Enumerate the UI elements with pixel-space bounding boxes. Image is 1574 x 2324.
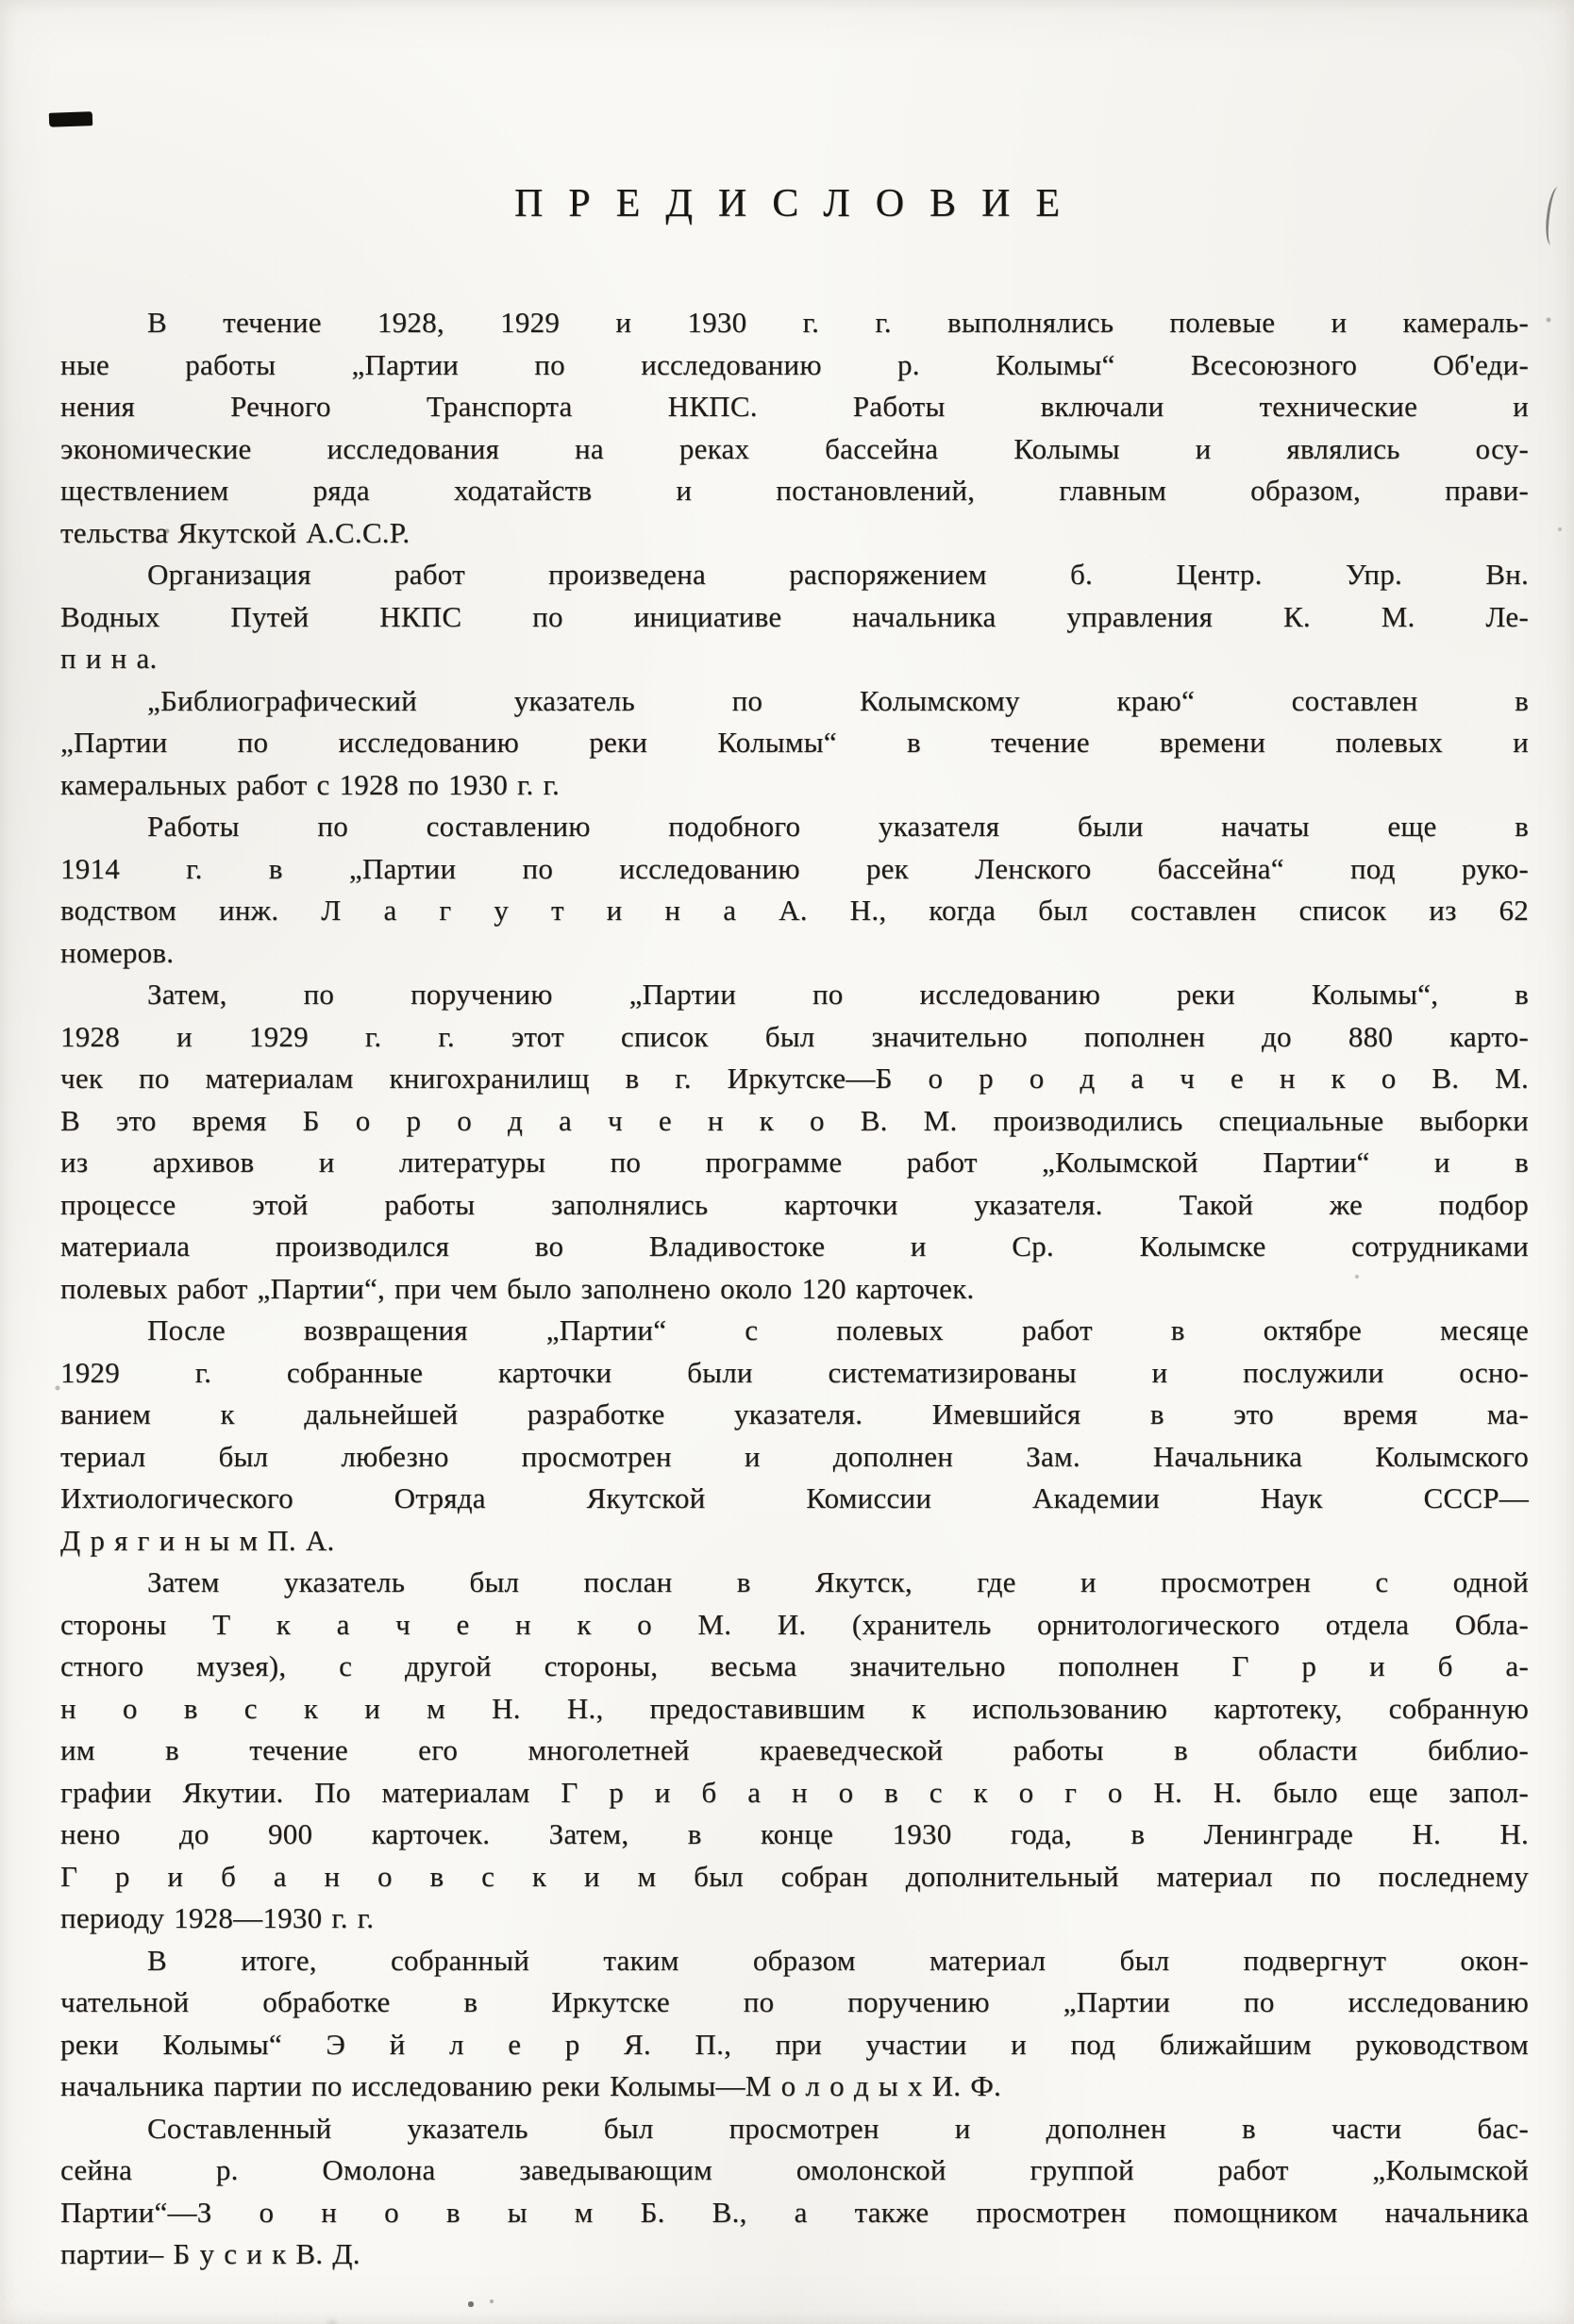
text-line: „Партии по исследованию реки Колымы“ в течение времени полевых и xyxy=(60,726,1529,759)
text-line: партии– Б у с и к В. Д. xyxy=(60,2237,360,2270)
text-line: Затем, по поручению „Партии по исследованию реки Колымы“, в xyxy=(147,978,1529,1011)
text-line: Ихтиологического Отряда Якутской Комиссии Академии Наук СССР— xyxy=(60,1481,1529,1514)
paragraph xyxy=(60,2108,1529,2276)
text-line: Организация работ произведена распоряжением б. Центр. Упр. Вн. xyxy=(147,558,1529,591)
text-line: чательной обработке в Иркутске по поручению „Партии по исследованию xyxy=(60,1985,1529,2018)
text-line: чек по материалам книгохранилищ в г. Иркутске—Б о р о д а ч е н к о В. М. xyxy=(60,1062,1529,1095)
text-line: из архивов и литературы по программе работ „Колымской Партии“ и в xyxy=(60,1145,1529,1179)
text-line: ществлением ряда ходатайств и постановлений, главным образом, прави- xyxy=(60,474,1529,507)
text-line: стного музея), с другой стороны, весьма значительно пополнен Г р и б а- xyxy=(60,1649,1529,1682)
text-line: 1928 и 1929 г. г. этот список был значительно пополнен до 880 карто- xyxy=(60,1019,1529,1053)
text-line: реки Колымы“ Э й л е р Я. П., при участии и под ближайшим руководством xyxy=(60,2027,1529,2061)
text-line: материала производился во Владивостоке и Ср. Колымске сотрудниками xyxy=(60,1229,1529,1262)
text-line: камеральных работ с 1928 по 1930 г. г. xyxy=(60,767,560,801)
text-line: „Библиографический указатель по Колымскому краю“ составлен в xyxy=(147,683,1529,717)
text-line: Работы по составлению подобного указателя были начаты еще в xyxy=(147,810,1529,843)
text-line: начальника партии по исследованию реки Колымы—М о л о д ы х И. Ф. xyxy=(60,2069,1002,2102)
preface-body xyxy=(60,302,1529,2276)
text-line: Водных Путей НКПС по инициативе начальника управления К. М. Ле- xyxy=(60,599,1529,633)
text-line: п и н а. xyxy=(60,642,158,675)
text-line: Г р и б а н о в с к и м был собран дополнительный материал по последнему xyxy=(60,1859,1529,1893)
text-line: номеров. xyxy=(60,935,175,969)
paragraph xyxy=(60,806,1529,974)
text-line: тельства Якутской А.С.С.Р. xyxy=(60,515,410,549)
text-line: сейна р. Омолона заведывающим омолонской группой работ „Колымской xyxy=(60,2153,1529,2186)
text-line: нено до 900 карточек. Затем, в конце 1930 года, в Ленинграде Н. Н. xyxy=(60,1817,1529,1850)
text-line: В это время Б о р о д а ч е н к о В. М. производились специальные выборки xyxy=(60,1103,1529,1137)
text-line: В итоге, собранный таким образом материал был подвергнут окон- xyxy=(147,1943,1529,1977)
paragraph xyxy=(60,680,1529,807)
text-line: В течение 1928, 1929 и 1930 г. г. выполнялись полевые и камераль- xyxy=(147,306,1529,339)
text-line: 1929 г. собранные карточки были систематизированы и послужили осно- xyxy=(60,1355,1529,1389)
text-line: экономические исследования на реках бассейна Колымы и являлись осу- xyxy=(60,431,1529,465)
paragraph xyxy=(60,1562,1529,1940)
text-line: териал был любезно просмотрен и дополнен Зам. Начальника Колымского xyxy=(60,1439,1529,1473)
text-line: Д р я г и н ы м П. А. xyxy=(60,1523,335,1557)
text-line: графии Якутии. По материалам Г р и б а н о в с к о г о Н. Н. было еще запол- xyxy=(60,1775,1529,1809)
text-line: ванием к дальнейшей разработке указателя. Имевшийся в это время ма- xyxy=(60,1397,1529,1430)
page-title: ПРЕДИСЛОВИЕ xyxy=(513,182,1086,226)
ink-speckles xyxy=(0,0,2,2)
paragraph xyxy=(60,1310,1529,1562)
text-line: Партии“—З о н о в ы м Б. В., а также просмотрен помощником начальника xyxy=(60,2195,1529,2229)
text-line: 1914 г. в „Партии по исследованию рек Ленского бассейна“ под руко- xyxy=(60,851,1529,885)
text-line: ные работы „Партии по исследованию р. Колымы“ Всесоюзного Об'еди- xyxy=(60,347,1529,381)
text-line: нения Речного Транспорта НКПС. Работы включали технические и xyxy=(60,390,1529,423)
text-line: процессе этой работы заполнялись карточки указателя. Такой же подбор xyxy=(60,1187,1529,1221)
text-line: полевых работ „Партии“, при чем было заполнено около 120 карточек. xyxy=(60,1271,975,1305)
text-line: Составленный указатель был просмотрен и дополнен в части бас- xyxy=(147,2111,1529,2145)
paragraph xyxy=(60,1940,1529,2108)
text-line: После возвращения „Партии“ с полевых работ в октябре месяце xyxy=(147,1313,1529,1346)
text-line: периоду 1928—1930 г. г. xyxy=(60,1901,375,1934)
text-line: н о в с к и м Н. Н., предоставившим к использованию картотеку, собранную xyxy=(60,1691,1529,1725)
text-line: стороны Т к а ч е н к о М. И. (хранитель орнитологического отдела Обла- xyxy=(60,1607,1529,1641)
text-line: Затем указатель был послан в Якутск, где и просмотрен с одной xyxy=(147,1565,1529,1598)
paragraph xyxy=(60,302,1529,554)
text-line: им в течение его многолетней краеведческой работы в области библио- xyxy=(60,1733,1529,1766)
paragraph xyxy=(60,974,1529,1310)
text-line: водством инж. Л а г у т и н а А. Н., когда был составлен список из 62 xyxy=(60,894,1529,927)
paragraph xyxy=(60,554,1529,680)
